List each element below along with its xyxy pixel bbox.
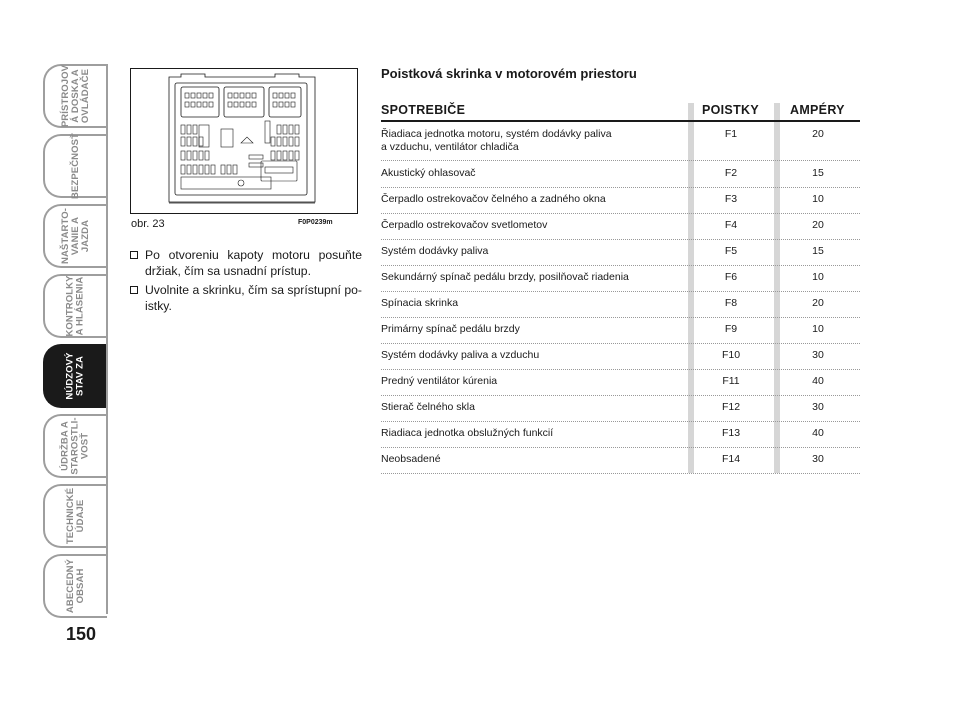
row-ampere: 30 [812, 349, 824, 361]
fuse-box-drawing [131, 69, 357, 213]
row-ampere: 30 [812, 401, 824, 413]
row-fuse: F5 [724, 245, 738, 257]
table-row [381, 245, 860, 266]
table-row [381, 349, 860, 370]
row-consumer: Neobsadené [381, 453, 441, 465]
row-consumer: Akustický ohlasovač [381, 167, 476, 179]
row-consumer: Systém dodávky paliva a vzduchu [381, 349, 540, 361]
tab-label: PRÍSTROJOV Á DOSKA A OVLÁDAČE [60, 64, 91, 128]
row-ampere: 40 [812, 427, 824, 439]
tab-label: NÚDZOVÝ STAV ZA [65, 352, 86, 400]
checkbox-bullet-icon [130, 251, 138, 259]
row-fuse: F4 [724, 219, 738, 231]
row-ampere: 15 [812, 167, 824, 179]
row-fuse: F1 [724, 128, 738, 140]
tab-label: ABECEDNÝ OBSAH [65, 558, 86, 614]
table-row [381, 297, 860, 318]
header-rule [381, 120, 860, 122]
row-ampere: 20 [812, 219, 824, 231]
tab-abecedny-obsah[interactable] [43, 554, 107, 618]
row-ampere: 15 [812, 245, 824, 257]
tab-technicke-udaje[interactable] [43, 484, 107, 548]
table-row [381, 271, 860, 292]
row-consumer: Predný ventilátor kúrenia [381, 375, 498, 387]
table-row [381, 375, 860, 396]
tab-kontrolky[interactable] [43, 274, 107, 338]
row-ampere: 10 [812, 323, 824, 335]
row-ampere: 20 [812, 128, 824, 140]
table-row [381, 427, 860, 448]
tab-udrzba[interactable] [43, 414, 107, 478]
instruction-text: Uvolnite a skrinku, čím sa sprístupní po-istky. [145, 283, 362, 313]
row-fuse: F11 [722, 375, 740, 387]
row-consumer: Stierač čelného skla [381, 401, 475, 413]
row-ampere: 40 [812, 375, 824, 387]
row-consumer: Systém dodávky paliva [381, 245, 489, 257]
row-ampere: 10 [812, 193, 824, 205]
table-row [381, 128, 860, 161]
tab-nudzovy-stav[interactable] [43, 344, 107, 408]
page-number: 150 [66, 624, 97, 644]
tab-label: NAŠTARTO- VANIE A JAZDA [60, 208, 91, 264]
table-row [381, 401, 860, 422]
row-fuse: F9 [724, 323, 738, 335]
tab-nastartovanie[interactable] [43, 204, 107, 268]
fuse-box-illustration [130, 68, 358, 214]
row-consumer: Čerpadlo ostrekovačov svetlometov [381, 219, 548, 231]
row-fuse: F12 [721, 401, 741, 413]
checkbox-bullet-icon [130, 286, 138, 294]
row-ampere: 10 [812, 271, 824, 283]
tab-label: KONTROLKY A HLÁSENIA [64, 275, 86, 337]
row-fuse: F10 [721, 349, 741, 361]
row-consumer: Riadiaca jednotka obslužných funkcií [381, 427, 554, 439]
row-fuse: F6 [724, 271, 738, 283]
tabs-divider [106, 64, 108, 614]
figure-caption: obr. 23 [131, 218, 165, 230]
instruction-item [130, 283, 362, 314]
table-row [381, 193, 860, 214]
row-ampere: 30 [812, 453, 824, 465]
tab-label: BEZPEČNOSŤ [70, 133, 81, 199]
row-consumer: Spínacia skrinka [381, 297, 459, 309]
table-row [381, 167, 860, 188]
row-fuse: F13 [721, 427, 741, 439]
header-consumer: SPOTREBIČE [381, 103, 466, 117]
instruction-item [130, 248, 362, 279]
instruction-text: Po otvoreniu kapoty motoru posuňte držiak, čím sa usnadní prístup. [145, 248, 362, 278]
table-row [381, 323, 860, 344]
row-fuse: F2 [724, 167, 738, 179]
section-title: Poistková skrinka v motorovém priestoru [381, 66, 637, 81]
row-fuse: F8 [724, 297, 738, 309]
row-fuse: F3 [724, 193, 738, 205]
tab-label: TECHNICKÉ ÚDAJE [64, 487, 86, 545]
header-ampere: AMPÉRY [790, 103, 845, 117]
tab-bezpecnost[interactable] [43, 134, 107, 198]
row-consumer: Čerpadlo ostrekovačov čelného a zadného okna [381, 193, 606, 205]
tab-label: ÚDRŽBA A STAROSTLI- VOSŤ [59, 417, 91, 475]
row-consumer: Řiadiaca jednotka motoru, systém dodávky paliva a vzduchu, ventilátor chladiča [381, 128, 612, 153]
tab-pristrojova-doska[interactable] [43, 64, 107, 128]
header-fuse: POISTKY [702, 103, 759, 117]
row-consumer: Primárny spínač pedálu brzdy [381, 323, 520, 335]
table-row [381, 219, 860, 240]
instructions [130, 248, 362, 318]
row-consumer: Sekundárný spínač pedálu brzdy, posilňovač riadenia [381, 271, 629, 283]
table-row [381, 453, 860, 474]
row-fuse: F14 [721, 453, 741, 465]
row-ampere: 20 [812, 297, 824, 309]
figure-code: F0P0239m [298, 219, 333, 226]
